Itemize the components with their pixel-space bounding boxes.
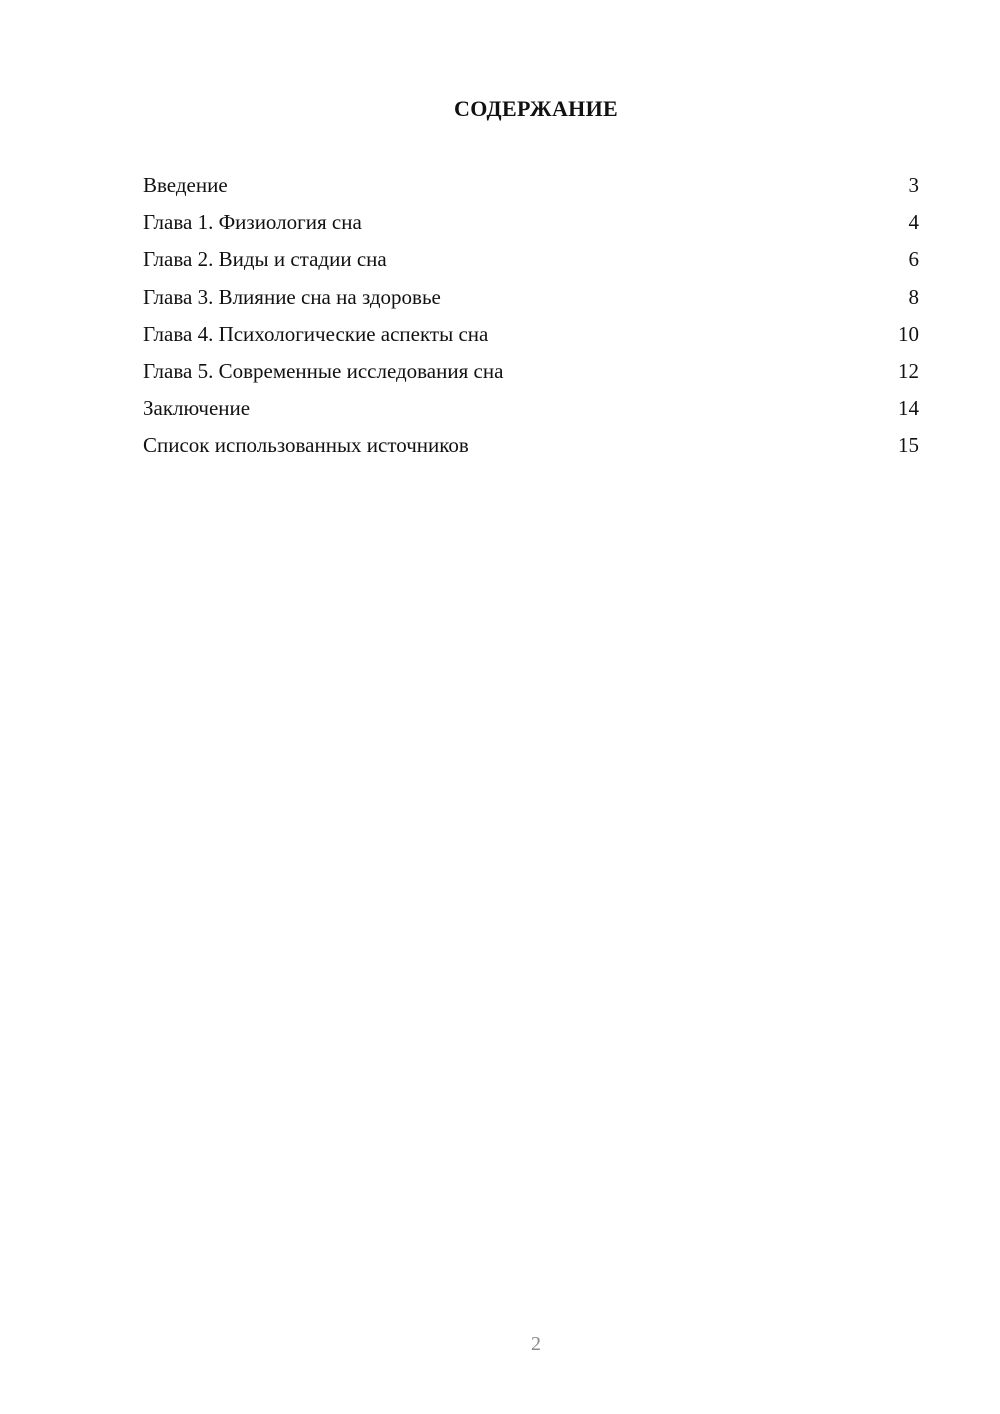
toc-entry-title: Заключение	[143, 396, 251, 421]
page-number: 2	[531, 1333, 541, 1355]
toc-entry	[143, 354, 919, 391]
toc-entry	[143, 242, 919, 279]
toc-entry	[143, 317, 919, 354]
toc-entry-page: 8	[908, 284, 919, 309]
toc-entry-page: 15	[898, 433, 919, 458]
toc-entry-title: Глава 3. Влияние сна на здоровье	[143, 284, 441, 309]
toc-entry-title: Глава 5. Современные исследования сна	[143, 358, 504, 383]
toc-entry-title: Список использованных источников	[143, 433, 469, 458]
toc-entry-page: 4	[908, 210, 919, 235]
toc-entry	[143, 280, 919, 317]
toc-entry	[143, 205, 919, 242]
toc-entry-page: 3	[908, 173, 919, 197]
toc-entry	[143, 391, 919, 428]
toc-entry-title: Глава 1. Физиология сна	[143, 210, 362, 235]
toc-entry-title: Введение	[143, 173, 228, 197]
toc-entry	[143, 168, 919, 205]
page-title: СОДЕРЖАНИЕ	[454, 96, 618, 121]
toc-entry-page: 10	[898, 321, 919, 346]
toc-entry-page: 12	[898, 358, 919, 383]
toc-entry-title: Глава 2. Виды и стадии сна	[143, 247, 387, 272]
toc-entry-title: Глава 4. Психологические аспекты сна	[143, 321, 489, 346]
toc-entry-page: 6	[908, 247, 919, 272]
toc-entry-page: 14	[898, 396, 919, 421]
toc-entry	[143, 428, 919, 465]
table-of-contents	[143, 168, 919, 466]
